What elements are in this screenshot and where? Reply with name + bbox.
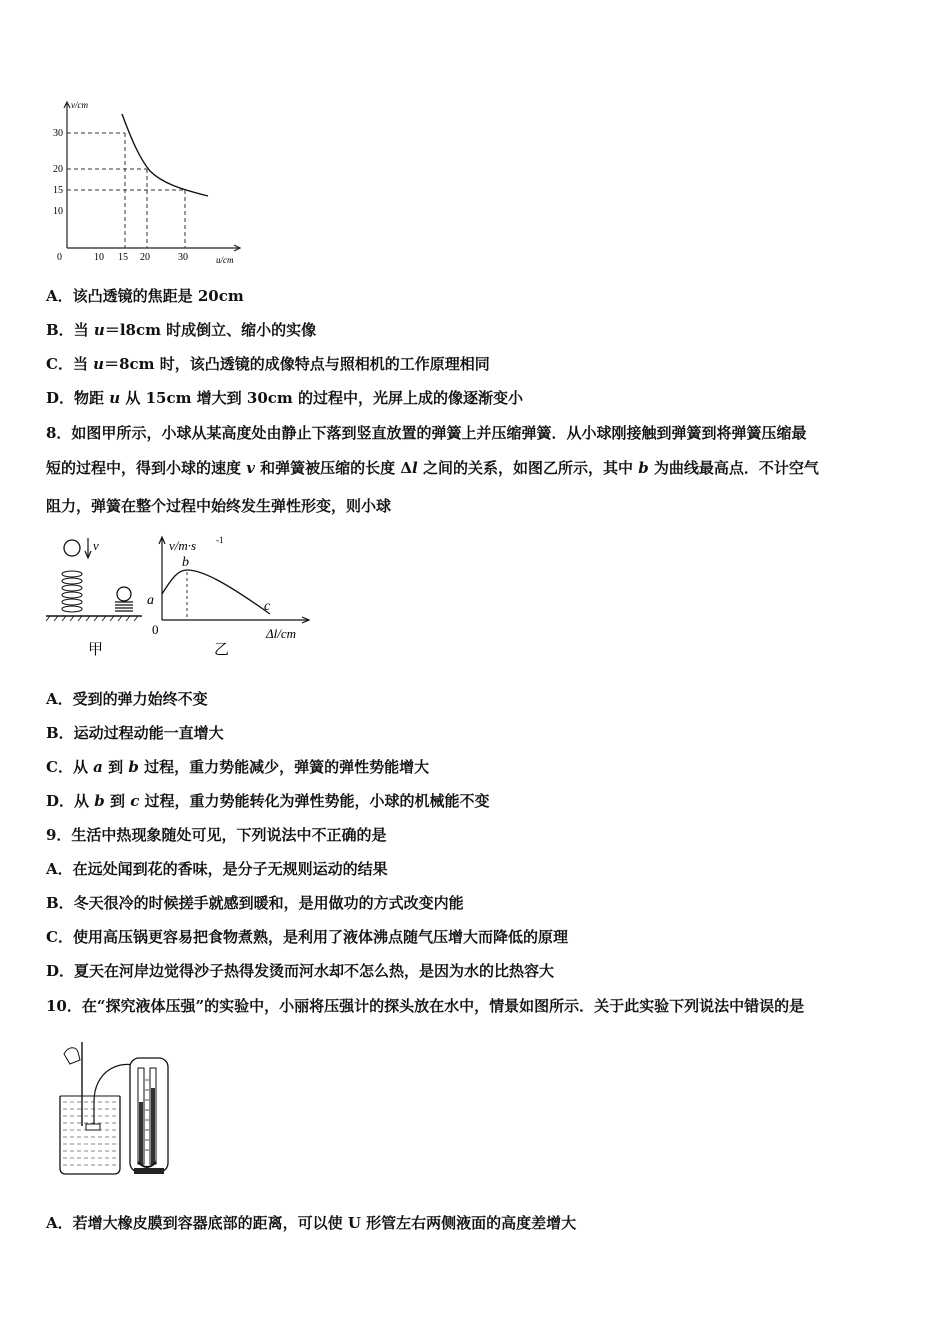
hand-icon [64, 1048, 80, 1064]
origin-label: 0 [57, 252, 62, 263]
curve [122, 114, 208, 196]
y-tick: 30 [53, 128, 63, 139]
q10-pressure-figure [50, 1040, 175, 1180]
y-axis-label: v/cm [71, 100, 88, 110]
water [63, 1102, 117, 1165]
velocity-curve [162, 570, 270, 614]
y-tick: 20 [53, 164, 63, 175]
q8-figure-jia [44, 532, 144, 660]
q9-stem: 9．生活中热现象随处可见，下列说法中不正确的是 [46, 826, 387, 844]
q10-stem: 10．在“探究液体压强”的实验中，小丽将压强计的探头放在水中，情景如图所示．关于此实验下列说法中错误的是 [46, 997, 805, 1015]
ball-icon [64, 540, 80, 556]
guide-lines [67, 133, 185, 248]
q7-option-b: B．当 u＝l8cm 时成倒立、缩小的实像 [46, 321, 317, 339]
gauge-base [134, 1168, 164, 1174]
x-axis-label: Δl/cm [266, 626, 297, 641]
q8-stem-line3: 阻力，弹簧在整个过程中始终发生弹性形变，则小球 [46, 497, 392, 515]
ground-hatch [46, 616, 138, 621]
figure-yi-label: 乙 [214, 642, 230, 658]
point-a-label: a [147, 593, 154, 608]
q9-option-c: C．使用高压锅更容易把食物煮熟，是利用了液体沸点随气压增大而降低的原理 [46, 928, 568, 946]
q7-option-c: C．当 u＝8cm 时，该凸透镜的成像特点与照相机的工作原理相同 [46, 355, 490, 373]
q10-option-a: A．若增大橡皮膜到容器底部的距离，可以使 U 形管左右两侧液面的高度差增大 [46, 1214, 577, 1232]
q8-figure-yi [140, 532, 325, 660]
liquid-left [139, 1102, 143, 1164]
q8-option-b: B．运动过程动能一直增大 [46, 724, 224, 742]
y-axis-label: v/m·s [169, 538, 197, 553]
compressed-spring-icon [115, 602, 133, 611]
q8-option-d: D．从 b 到 c 过程，重力势能转化为弹性势能，小球的机械能不变 [46, 792, 490, 810]
q8-stem-line2: 短的过程中，得到小球的速度 v 和弹簧被压缩的长度 Δl 之间的关系，如图乙所示，其中 b 为曲线最高点．不计空气 [46, 459, 819, 477]
y-axis-label-exponent: -1 [216, 535, 224, 545]
spring-icon [62, 571, 82, 612]
figure-jia-label: 甲 [88, 642, 104, 658]
y-tick: 10 [53, 206, 63, 217]
point-c-label: c [264, 599, 271, 614]
q9-option-b: B．冬天很冷的时候搓手就感到暖和，是用做功的方式改变内能 [46, 894, 464, 912]
velocity-label: v [93, 538, 99, 553]
q7-option-a: A．该凸透镜的焦距是 20cm [46, 287, 244, 305]
probe-head [86, 1124, 100, 1130]
q8-stem-line1: 8．如图甲所示，小球从某高度处由静止下落到竖直放置的弹簧上并压缩弹簧．从小球刚接触到弹簧到将弹簧压缩最 [46, 424, 807, 442]
q7-option-d: D．物距 u 从 15cm 增大到 30cm 的过程中，光屏上成的像逐渐变小 [46, 389, 524, 407]
x-tick: 15 [118, 252, 128, 263]
origin-label: 0 [152, 622, 159, 637]
y-tick: 15 [53, 185, 63, 196]
q9-option-a: A．在远处闻到花的香味，是分子无规则运动的结果 [46, 860, 388, 878]
q8-option-a: A．受到的弹力始终不变 [46, 690, 208, 708]
q8-option-c: C．从 a 到 b 过程，重力势能减少，弹簧的弹性势能增大 [46, 758, 430, 776]
liquid-right [151, 1088, 155, 1164]
x-tick: 10 [94, 252, 104, 263]
ball-icon [117, 587, 131, 601]
x-tick: 30 [178, 252, 188, 263]
q9-option-d: D．夏天在河岸边觉得沙子热得发烫而河水却不怎么热，是因为水的比热容大 [46, 962, 555, 980]
gauge-board [130, 1058, 168, 1172]
beaker [60, 1096, 120, 1174]
x-axis-label: u/cm [216, 255, 234, 265]
x-tick: 20 [140, 252, 150, 263]
lens-distance-graph [40, 96, 250, 271]
point-b-label: b [182, 555, 189, 570]
